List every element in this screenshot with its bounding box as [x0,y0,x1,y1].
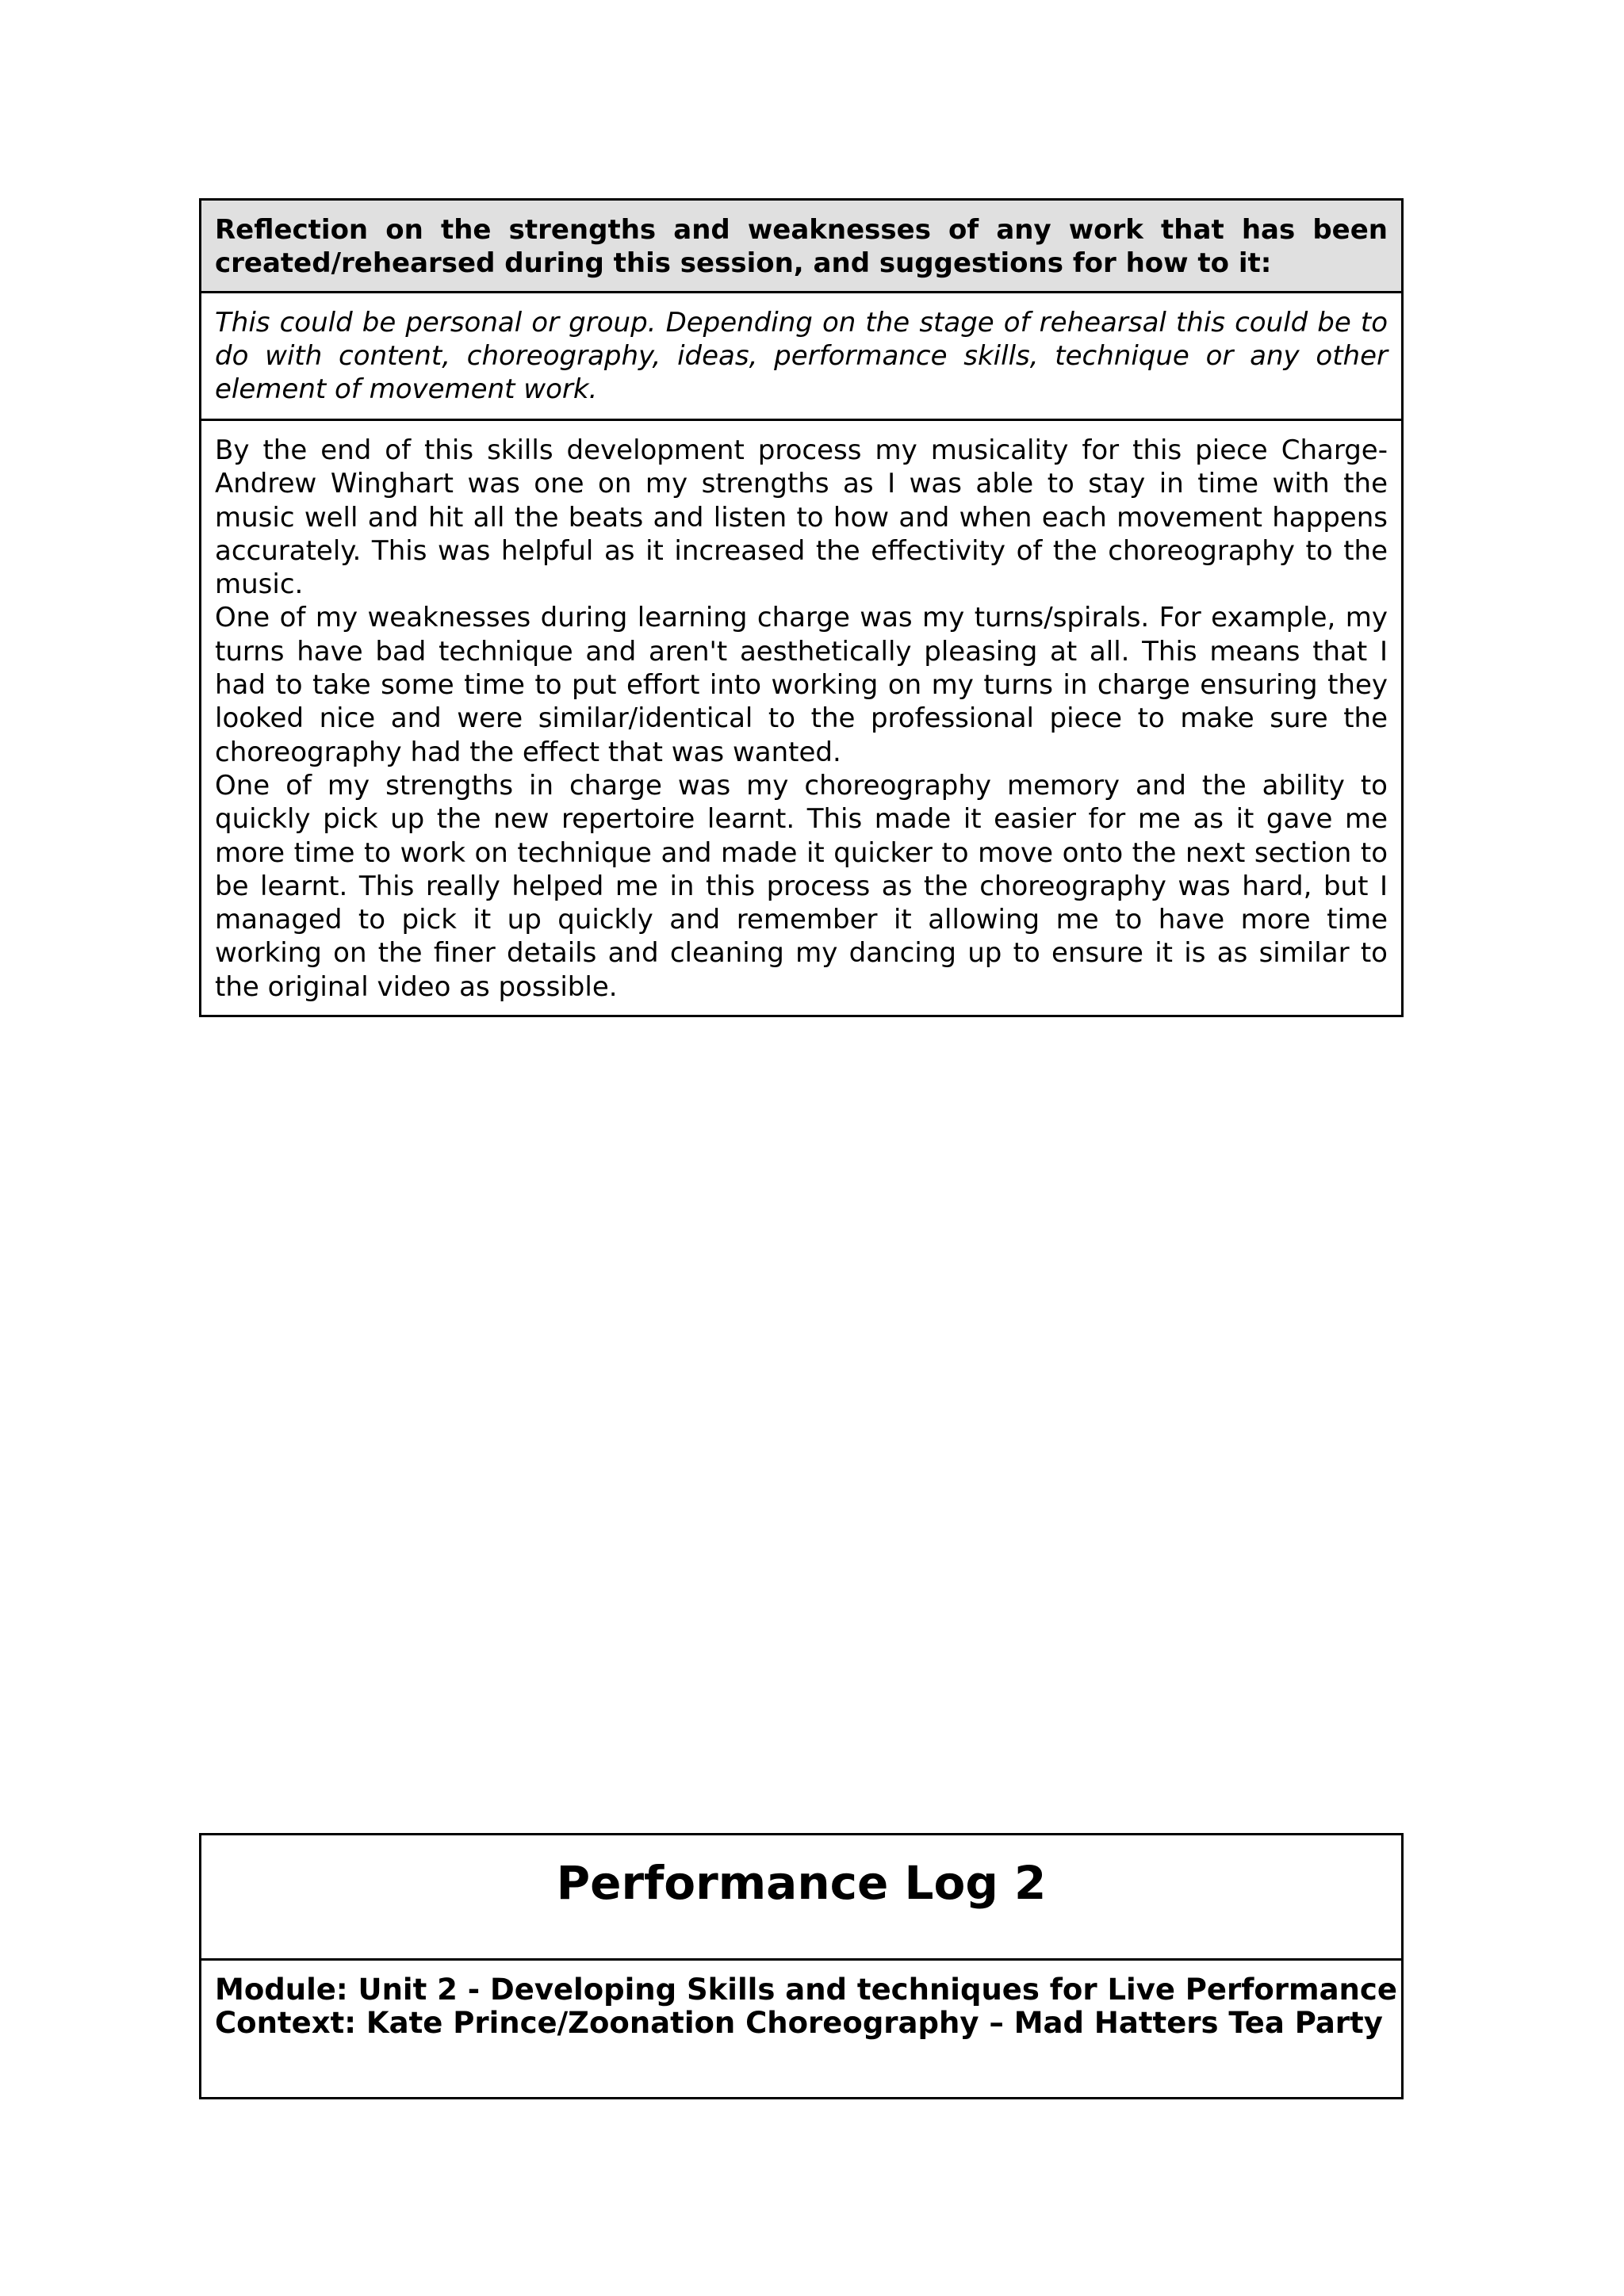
reflection-paragraph-weakness: One of my weaknesses during learning charge was my turns/spirals. For example, my turns have bad technique and aren't aesthetically pleasing at all. This means that I had to take some time to put effort into working on my turns in charge ensuring they looked nice and were similar/identical to the professional piece to make sure the choreography had the effect that was wanted. [215,602,1388,768]
module-line: Module: Unit 2 - Developing Skills and techniques for Live Performance [215,1973,1397,2007]
performance-log-table [199,1833,1404,2099]
performance-log-info [201,1961,1401,2040]
reflection-body [201,421,1401,1004]
reflection-header: Reflection on the strengths and weaknesses of any work that has been created/rehearsed during this session, and suggestions for how to it: [201,201,1401,293]
reflection-prompt: This could be personal or group. Depending on the stage of rehearsal this could be to do with content, choreography, ideas, performance skills, technique or any other element of movement work. [201,293,1401,421]
reflection-paragraph-memory: One of my strengths in charge was my choreography memory and the ability to quickly pick up the new repertoire learnt. This made it easier for me as it gave me more time to work on technique and made it quicker to move onto the next section to be learnt. This really helped me in this process as the choreography was hard, but I managed to pick it up quickly and remember it allowing me to have more time working on the finer details and cleaning my dancing up to ensure it is as similar to the original video as possible. [215,769,1388,1003]
reflection-table [199,198,1404,1017]
context-line: Context: Kate Prince/Zoonation Choreography – Mad Hatters Tea Party [215,2006,1383,2040]
performance-log-title: Performance Log 2 [201,1835,1401,1961]
reflection-paragraph-musicality: By the end of this skills development process my musicality for this piece Charge-Andrew Winghart was one on my strengths as I was able to stay in time with the music well and hit all the beats and listen to how and when each movement happens accurately. This was helpful as it increased the effectivity of the choreography to the music. [215,434,1388,601]
